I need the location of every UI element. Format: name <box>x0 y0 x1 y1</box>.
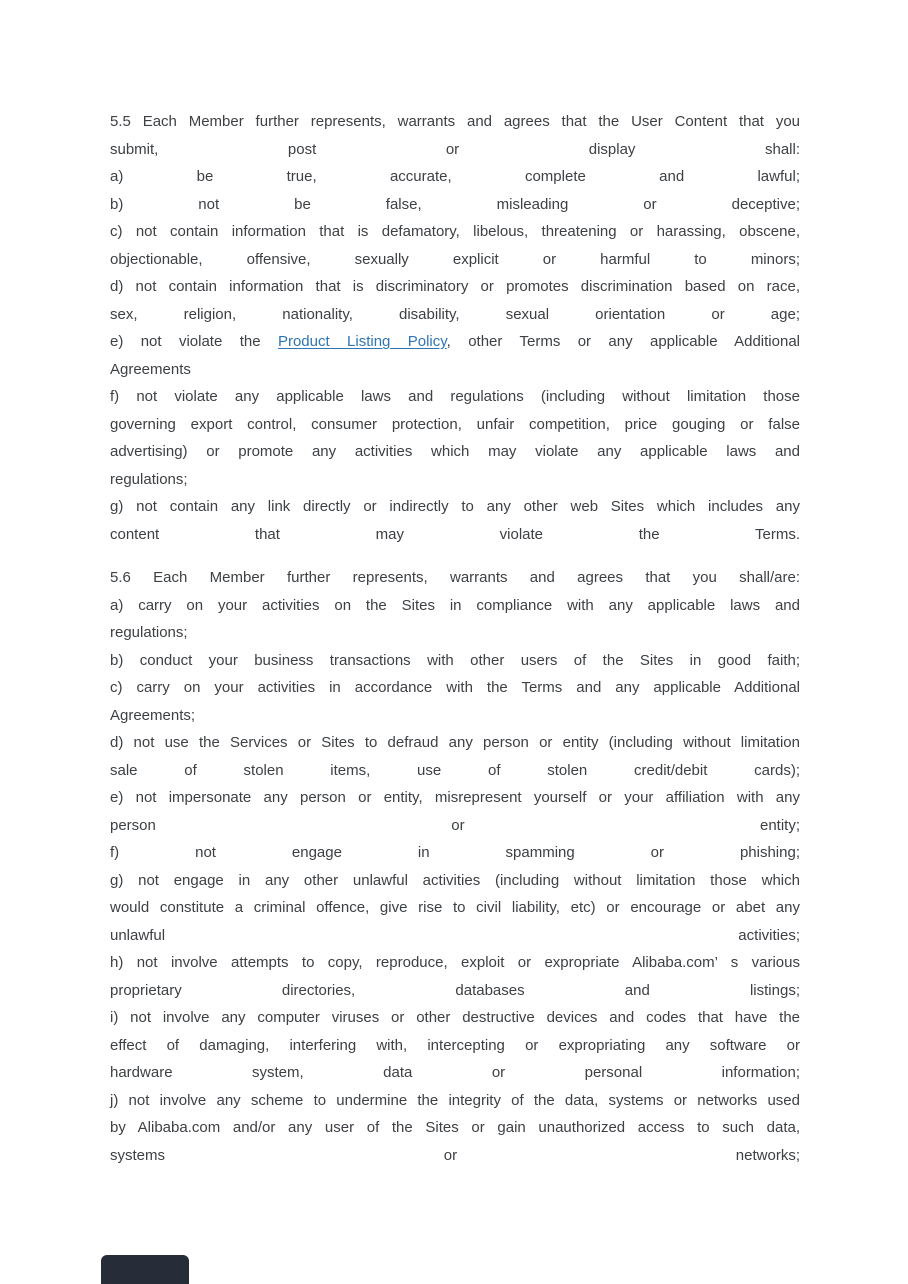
text-line-with-link <box>110 328 800 356</box>
text-line: j) not involve any scheme to undermine the integrity of the data, systems or networks used <box>110 1091 800 1109</box>
text-line: b) conduct your business transactions with other users of the Sites in good faith; <box>110 651 800 669</box>
text-line: advertising) or promote any activities which may violate any applicable laws and <box>110 443 800 460</box>
text-line: i) not involve any computer viruses or other destructive devices and codes that have the <box>110 1009 800 1026</box>
text-line: submit, post or display shall: <box>110 140 800 158</box>
text-line: proprietary directories, databases and listings; <box>110 981 800 999</box>
text-line: 5.6 Each Member further represents, warrants and agrees that you shall/are: <box>110 569 800 586</box>
text-line: d) not contain information that is discriminatory or promotes discrimination based on race, <box>110 278 800 295</box>
text-line: Agreements <box>110 360 191 378</box>
section-5-6 <box>110 564 800 1169</box>
text-line: d) not use the Services or Sites to defraud any person or entity (including without limitation <box>110 734 800 751</box>
terms-document <box>110 108 800 1169</box>
text-line: objectionable, offensive, sexually explicit or harmful to minors; <box>110 250 800 268</box>
text-line: by Alibaba.com and/or any user of the Sites or gain unauthorized access to such data, <box>110 1119 800 1136</box>
product-listing-policy-link[interactable]: Product Listing Policy <box>277 333 447 350</box>
text-line: a) be true, accurate, complete and lawful; <box>110 168 800 185</box>
text-line: f) not violate any applicable laws and regulations (including without limitation those <box>110 388 800 405</box>
text-segment: e) not violate the <box>110 333 278 350</box>
text-line: person or entity; <box>110 816 800 834</box>
text-line: g) not engage in any other unlawful activities (including without limitation those which <box>110 871 800 889</box>
text-line: content that may violate the Terms. <box>110 525 800 543</box>
text-line: c) not contain information that is defamatory, libelous, threatening or harassing, obscene, <box>110 223 800 240</box>
bottom-cutoff-element <box>101 1255 189 1284</box>
text-line: effect of damaging, interfering with, intercepting or expropriating any software or <box>110 1036 800 1054</box>
text-line: g) not contain any link directly or indirectly to any other web Sites which includes any <box>110 498 800 515</box>
text-line: regulations; <box>110 470 188 488</box>
text-line: c) carry on your activities in accordance with the Terms and any applicable Additional <box>110 679 800 696</box>
text-line: regulations; <box>110 624 188 641</box>
text-line: h) not involve attempts to copy, reproduce, exploit or expropriate Alibaba.com’ s various <box>110 954 800 971</box>
text-line: e) not impersonate any person or entity, misrepresent yourself or your affiliation with any <box>110 789 800 806</box>
text-line: sex, religion, nationality, disability, sexual orientation or age; <box>110 305 800 323</box>
text-line: 5.5 Each Member further represents, warrants and agrees that the User Content that you <box>110 113 800 130</box>
text-segment: , other Terms or any applicable Additional <box>446 333 800 350</box>
section-5-5 <box>110 108 800 548</box>
text-line: would constitute a criminal offence, give rise to civil liability, etc) or encourage or abet any <box>110 899 800 916</box>
text-line: systems or networks; <box>110 1146 800 1164</box>
text-line: sale of stolen items, use of stolen credit/debit cards); <box>110 761 800 779</box>
text-line: unlawful activities; <box>110 926 800 944</box>
text-line: Agreements; <box>110 706 196 724</box>
text-line: f) not engage in spamming or phishing; <box>110 844 800 861</box>
text-line: governing export control, consumer protection, unfair competition, price gouging or false <box>110 415 800 433</box>
text-line: a) carry on your activities on the Sites in compliance with any applicable laws and <box>110 596 800 614</box>
text-line: hardware system, data or personal information; <box>110 1064 800 1081</box>
text-line: b) not be false, misleading or deceptive; <box>110 195 800 213</box>
